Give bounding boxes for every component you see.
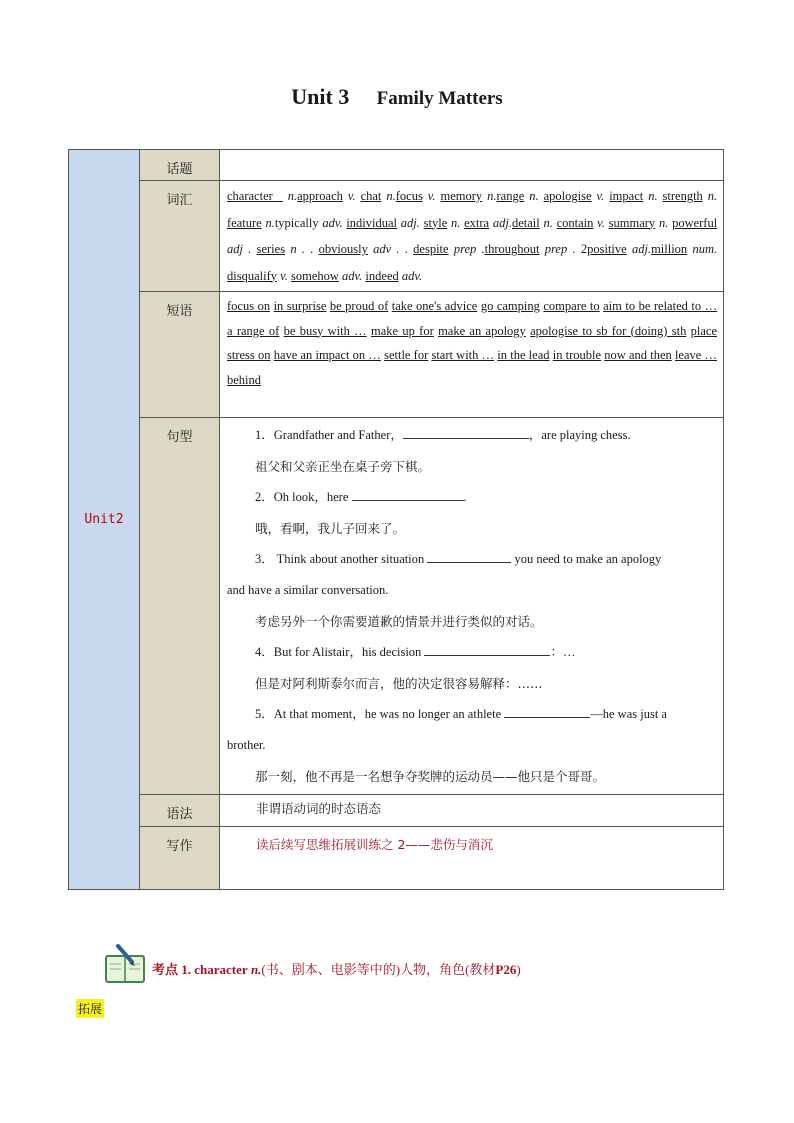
vocab-word: approach [297,189,343,203]
grammar-text: 非谓语动词的时态语态 [256,801,382,816]
vocab-word: powerful [672,215,718,230]
sentences-content [220,418,724,795]
expand-label: 拓展 [76,999,104,1018]
vocab-word: individual [346,215,398,230]
phrase: in trouble [552,348,602,362]
topic-content [220,150,724,181]
vocab-word: range [496,189,525,203]
keypoint-close: ) [516,962,521,977]
phrase: aim to be related to … [603,299,718,313]
phrase: be busy with … [283,323,367,338]
vocab-word: memory [440,189,483,203]
vocab-word: obviously [318,242,368,256]
phrase: a range of [227,323,280,338]
page-title [0,84,794,110]
keypoint-heading [104,942,521,984]
sentence-3: 3． Think about another situation [255,552,425,566]
vocab-word: series [256,242,286,256]
vocab-content: character n.approach v. chat n.focus v. memory n.range n. apologise v. impact n. strength n. feature n.typically adv. individual adj. style n. extra adj.detail n. contain v. summary n. powerful adj . series n . . obviously adv . . despite prep .throughout prep . 2positive adj.million num. disqualify v. somehow adv. indeed adv. [220,181,724,292]
writing-text: 读后续写思维拓展训练之 2——悲伤与消沉 [256,837,493,852]
unit-name: Family Matters [376,88,503,109]
keypoint-prefix: 考点 1. [152,962,192,977]
sentence-2-end: . [463,490,467,504]
label-grammar: 语法 [140,795,220,827]
label-topic: 话题 [140,150,220,181]
phrase: in surprise [273,299,327,313]
vocab-word: style [423,215,448,230]
vocab-word: feature [227,215,262,230]
phrase: make up for [371,323,434,338]
unit-label: Unit2 [69,150,140,890]
sentence-3-mid: you need to make an apology [514,552,662,566]
phrase: take one's advice [391,299,478,313]
vocab-word: contain [556,215,594,230]
keypoint-page: P26 [495,962,517,977]
phrase: compare to [543,299,600,313]
phrase: in the lead [497,348,550,362]
phrase: start with … [431,348,495,362]
phrase: focus on [227,299,271,313]
phrase: apologise to sb for (doing) sth [530,323,687,338]
label-sentences: 句型 [140,418,220,795]
phrase: go camping [480,299,540,313]
sentence-1-end: ，are playing chess. [528,428,631,442]
phrase: make an apology [438,323,526,338]
unit-overview-table [68,149,724,890]
grammar-content [220,795,724,827]
vocab-word: million [651,242,688,256]
sentence-5-translation: 那一刻，他不再是一名想争夺奖牌的运动员——他只是个哥哥。 [255,769,606,784]
sentence-4-end: ：… [550,645,576,659]
sentence-5-continued: brother. [227,738,266,752]
vocab-word: strength [662,189,703,203]
unit-number: Unit 3 [291,84,350,109]
vocab-word: extra [464,215,490,230]
sentence-3-translation: 考虑另外一个你需要道歉的情景并进行类似的对话。 [255,614,543,629]
vocab-word: impact [609,189,644,203]
sentence-3-continued: and have a similar conversation. [227,583,389,597]
vocab-word: positive [587,242,627,256]
book-pencil-icon [104,942,148,984]
phrase: be proud of [329,299,389,313]
sentence-5: 5．At that moment，he was no longer an athlete [255,707,502,721]
sentence-1: 1．Grandfather and Father， [255,428,403,442]
sentence-5-mid: —he was just a [590,707,667,721]
label-phrases: 短语 [140,292,220,418]
keypoint-text [152,959,521,984]
blank-3 [427,550,511,563]
vocab-word: detail [511,215,540,230]
phrase: leave … behind [227,348,718,387]
vocab-word: typically [274,215,319,230]
blank-5 [504,705,590,718]
phrase: settle for [384,348,429,362]
phrase: place stress on [227,323,718,362]
sentence-2-translation: 哦，看啊，我儿子回来了。 [255,521,406,536]
vocab-word: throughout [484,242,540,256]
vocab-word: summary [608,215,656,230]
blank-2 [352,488,464,501]
vocab-word: chat [360,189,382,203]
sentence-4-translation: 但是对阿利斯泰尔而言，他的决定很容易解释：…… [255,676,543,691]
vocab-word: apologise [543,189,592,203]
vocab-word: indeed [365,268,399,283]
keypoint-pos: n. [250,962,262,977]
sentence-4: 4．But for Alistair，his decision [255,645,422,659]
blank-1 [403,426,529,439]
blank-4 [424,643,550,656]
label-vocab: 词汇 [140,181,220,292]
label-writing: 写作 [140,827,220,890]
phrase: have an impact on … [273,348,381,362]
vocab-word: somehow [291,268,339,283]
writing-content [220,827,724,890]
vocab-word: despite [413,242,449,256]
vocab-word: disqualify [227,268,277,283]
phrase: now and then [604,348,672,362]
keypoint-word: character [194,962,248,977]
vocab-word: character [227,189,273,203]
phrases-content [220,292,724,418]
sentence-2: 2．Oh look，here [255,490,349,504]
keypoint-meaning: (书、剧本、电影等中的)人物，角色(教材 [261,962,496,977]
sentence-1-translation: 祖父和父亲正坐在桌子旁下棋。 [255,459,431,474]
vocab-word: focus [395,189,423,203]
